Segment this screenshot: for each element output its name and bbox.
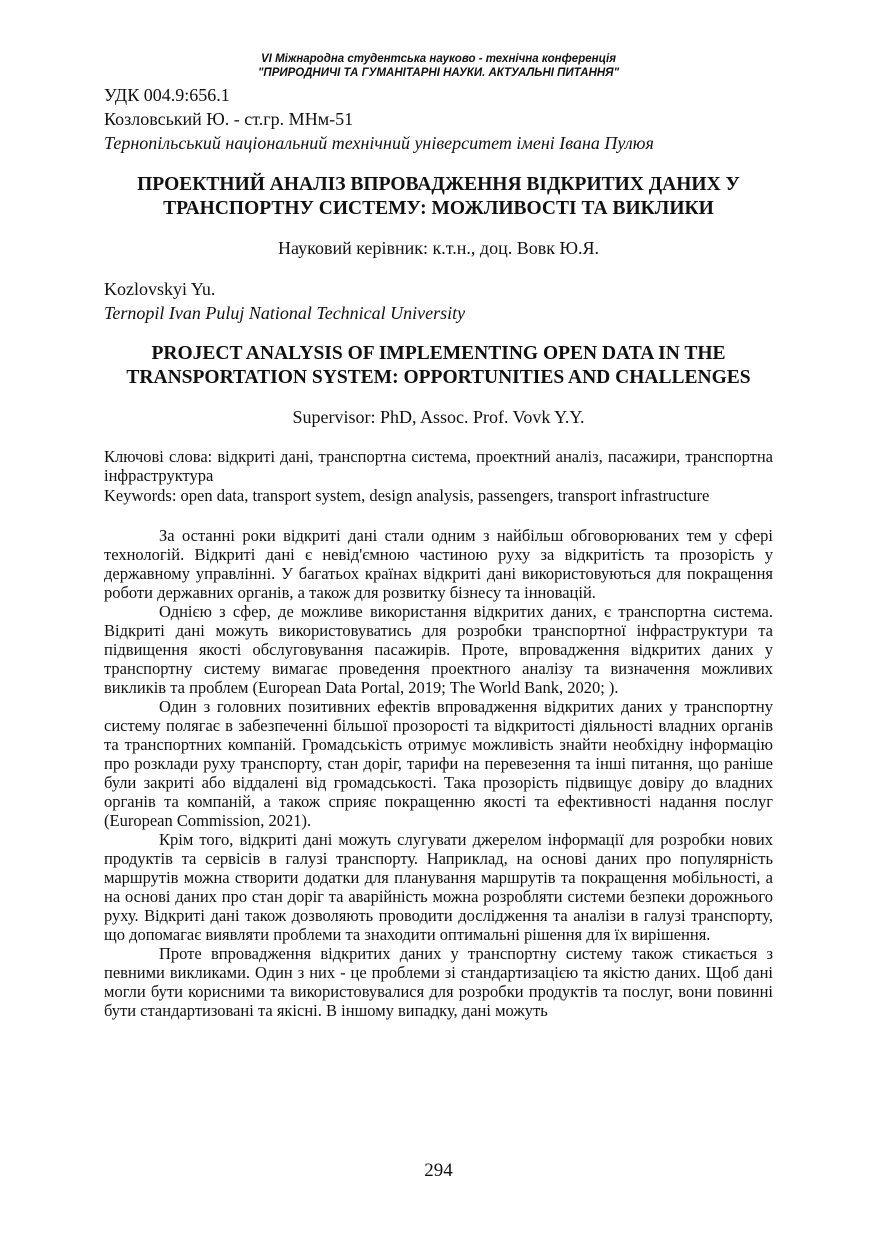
title-en-line1: PROJECT ANALYSIS OF IMPLEMENTING OPEN DATA IN THE (151, 343, 726, 364)
article-body (104, 526, 773, 1020)
affiliation-ua: Тернопільський національний технічний університет імені Івана Пулюя (104, 133, 654, 153)
page-number: 294 (424, 1160, 453, 1181)
supervisor-ua: Науковий керівник: к.т.н., доц. Вовк Ю.Я. (278, 238, 599, 258)
supervisor-en: Supervisor: PhD, Assoc. Prof. Vovk Y.Y. (292, 407, 585, 427)
body-paragraph: Проте впровадження відкритих даних у транспортну систему також стикається з певними викликами. Один з них - це проблеми зі стандартизацією та якістю даних. Щоб дані могли бути корисними та використовувалися для розробки продуктів та послуг, вони повинні бути стандартизовані та якісні. В іншому випадку, дані можуть (104, 944, 773, 1020)
title-en (80, 342, 797, 390)
title-ua-line1: ПРОЕКТНИЙ АНАЛІЗ ВПРОВАДЖЕННЯ ВІДКРИТИХ ДАНИХ У (137, 174, 740, 195)
title-en-line2: TRANSPORTATION SYSTEM: OPPORTUNITIES AND CHALLENGES (126, 367, 751, 388)
body-paragraph: Один з головних позитивних ефектів впровадження відкритих даних у транспортну систему полягає в забезпеченні більшої прозорості та відкритості діяльності владних органів та транспортних компаній. Громадськість отримує можливість знайти необхідну інформацію про розклади руху транспорту, стан доріг, тарифи на перевезення та інші питання, що раніше були закриті або віддалені від громадськості. Така прозорість підвищує довіру до владних органів та компаній, а також сприяє покращенню якості та ефективності надання послуг (European Commission, 2021). (104, 697, 773, 830)
body-paragraph: Крім того, відкриті дані можуть слугувати джерелом інформації для розробки нових продуктів та сервісів в галузі транспорту. Наприклад, на основі даних про популярність маршрутів можна створити додатки для планування маршрутів та покращення мобільності, а на основі даних про стан доріг та аварійність можна розробляти системи безпеки дорожнього руху. Відкриті дані також дозволяють проводити дослідження та аналізи в галузі транспорту, що допомагає виявляти проблеми та знаходити оптимальні рішення для їх вирішення. (104, 830, 773, 944)
conference-header-line2: "ПРИРОДНИЧІ ТА ГУМАНІТАРНІ НАУКИ. АКТУАЛЬНІ ПИТАННЯ" (257, 67, 620, 79)
body-paragraph: Однією з сфер, де можливе використання відкритих даних, є транспортна система. Відкриті дані можуть використовуватись для розробки транспортної інфраструктури та підвищення якості обслуговування пасажирів. Проте, впровадження відкритих даних у транспортну систему вимагає проведення проектного аналізу та визначення можливих викликів та проблем (European Data Portal, 2019; The World Bank, 2020; ). (104, 602, 773, 697)
title-ua (80, 173, 797, 221)
conference-header-line1: VI Міжнародна студентська науково - технічна конференція (261, 53, 616, 65)
author-en: Kozlovskyi Yu. (104, 279, 216, 299)
keywords-en: Keywords: open data, transport system, design analysis, passengers, transport infrastructure (104, 486, 710, 505)
udc-code: УДК 004.9:656.1 (104, 85, 230, 105)
affiliation-en: Ternopil Ivan Puluj National Technical University (104, 303, 466, 323)
author-ua: Козловський Ю. - ст.гр. МНм-51 (104, 109, 354, 129)
title-ua-line2: ТРАНСПОРТНУ СИСТЕМУ: МОЖЛИВОСТІ ТА ВИКЛИКИ (163, 198, 714, 219)
body-paragraph: За останні роки відкриті дані стали одним з найбільш обговорюваних тем у сфері технологій. Відкриті дані є невід'ємною частиною руху за відкритість та прозорість у державному управлінні. У багатьох країнах відкриті дані використовуються для покращення роботи державних органів, а також для розвитку бізнесу та інновацій. (104, 526, 773, 602)
keywords-ua: Ключові слова: відкриті дані, транспортна система, проектний аналіз, пасажири, транспортна інфраструктура (104, 447, 773, 485)
